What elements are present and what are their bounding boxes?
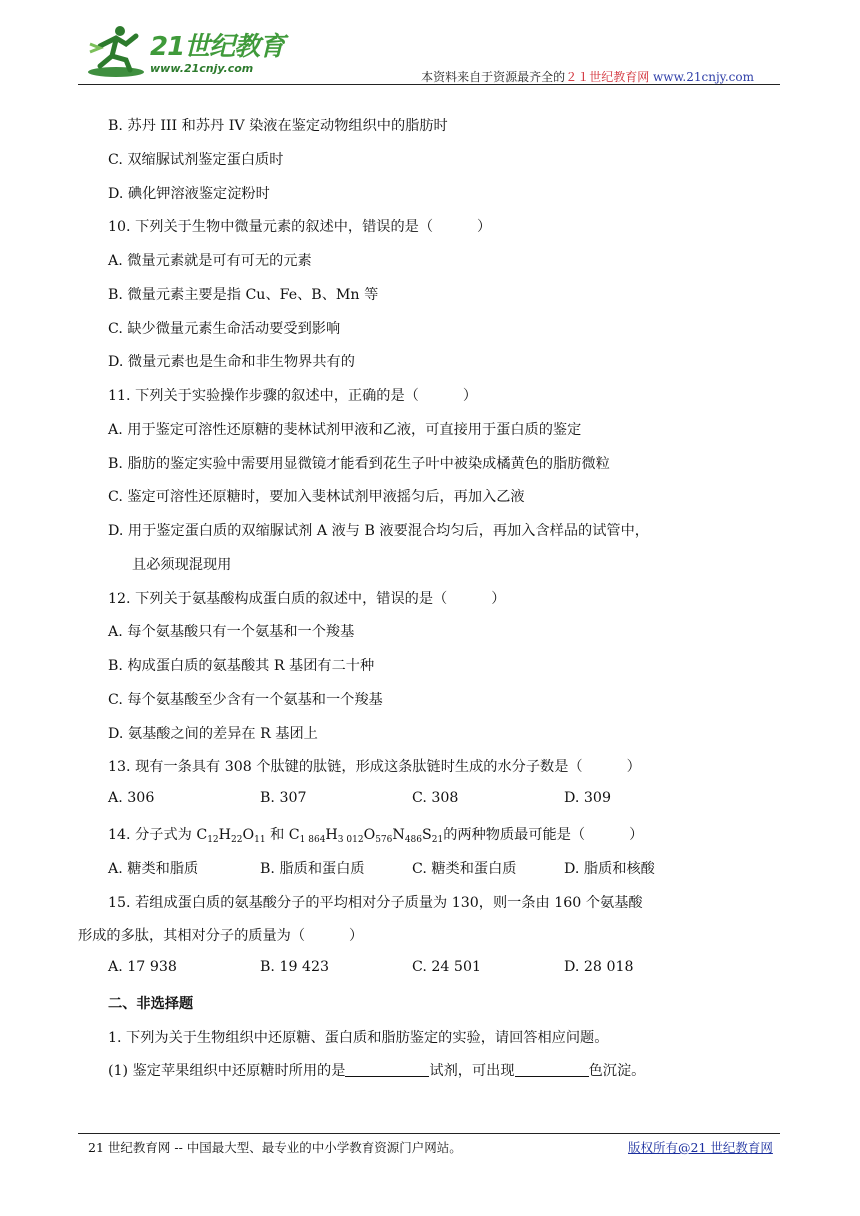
- q10-option-c: C. 缺少微量元素生命活动要受到影响: [108, 321, 341, 337]
- page-header: [78, 22, 780, 84]
- question-15: 15. 若组成蛋白质的氨基酸分子的平均相对分子质量为 130，则一条由 160 个氨基酸: [108, 895, 643, 911]
- q11-option-a: A. 用于鉴定可溶性还原糖的斐林试剂甲液和乙液，可直接用于蛋白质的鉴定: [108, 422, 582, 438]
- footer-divider: [78, 1133, 780, 1134]
- answer-paren: ）: [629, 827, 644, 843]
- q15-option-c: C. 24 501: [412, 959, 482, 975]
- q12-option-b: B. 构成蛋白质的氨基酸其 R 基团有二十种: [108, 658, 375, 674]
- q13-option-b: B. 307: [260, 790, 307, 806]
- header-divider: [78, 84, 780, 85]
- footer-text: 21 世纪教育网 -- 中国最大型、最专业的中小学教育资源门户网站。: [88, 1140, 462, 1155]
- answer-paren: ）: [462, 388, 478, 404]
- answer-paren: ）: [349, 928, 364, 944]
- q15-option-a: A. 17 938: [108, 959, 177, 975]
- part-1-text-c: 色沉淀。: [588, 1063, 646, 1079]
- logo-text: 21世纪教育: [150, 32, 285, 62]
- q14-option-b: B. 脂质和蛋白质: [260, 861, 365, 877]
- logo-url: www.21cnjy.com: [150, 62, 254, 75]
- q15-options: [108, 959, 634, 975]
- answer-paren: ）: [477, 219, 492, 235]
- question-15-continued: [78, 925, 363, 945]
- q12-option-c: C. 每个氨基酸至少含有一个氨基和一个羧基: [108, 692, 383, 708]
- question-12: [108, 588, 505, 608]
- question-14-prefix: 14. 分子式为 C: [108, 827, 208, 843]
- question-13-text: 13. 现有一条具有 308 个肽键的肽链，形成这条肽链时生成的水分子数是（: [108, 759, 583, 775]
- q13-options: [108, 790, 611, 806]
- q11-option-d: D. 用于鉴定蛋白质的双缩脲试剂 A 液与 B 液要混合均匀后，再加入含样品的试管中，: [108, 523, 649, 539]
- section2-question-1-part-1: [108, 1060, 645, 1080]
- q10-option-b: B. 微量元素主要是指 Cu、Fe、B、Mn 等: [108, 287, 379, 303]
- question-12-text: 12. 下列关于氨基酸构成蛋白质的叙述中，错误的是（: [108, 591, 448, 607]
- q12-option-a: A. 每个氨基酸只有一个氨基和一个羧基: [108, 624, 355, 640]
- header-note-prefix: 本资料来自于资源最齐全的: [421, 70, 566, 84]
- question-10: [108, 216, 491, 236]
- q10-option-a: A. 微量元素就是可有可无的元素: [108, 253, 312, 269]
- question-13: [108, 756, 641, 776]
- q14-options: [108, 858, 655, 878]
- q11-option-d-continued: 且必须现混现用: [132, 557, 232, 573]
- site-logo[interactable]: [86, 22, 296, 82]
- question-15-text: 形成的多肽，其相对分子的质量为（: [78, 928, 306, 944]
- q9-option-b: B. 苏丹 III 和苏丹 IV 染液在鉴定动物组织中的脂肪时: [108, 118, 448, 134]
- question-14-text: 的两种物质最可能是（: [443, 827, 586, 843]
- part-1-text-a: (1) 鉴定苹果组织中还原糖时所用的是: [108, 1063, 346, 1079]
- answer-paren: ）: [491, 591, 506, 607]
- section2-question-1: 1. 下列为关于生物组织中还原糖、蛋白质和脂肪鉴定的实验，请回答相应问题。: [108, 1030, 609, 1046]
- q9-option-d: D. 碘化钾溶液鉴定淀粉时: [108, 186, 270, 202]
- reagent-blank[interactable]: [345, 1062, 429, 1077]
- q12-option-d: D. 氨基酸之间的差异在 R 基团上: [108, 726, 318, 742]
- header-url-link[interactable]: www.21cnjy.com: [653, 70, 754, 84]
- q9-option-c: C. 双缩脲试剂鉴定蛋白质时: [108, 152, 284, 168]
- q14-option-c: C. 糖类和蛋白质: [412, 861, 517, 877]
- runner-logo-icon: [86, 22, 146, 80]
- q14-option-d: D. 脂质和核酸: [564, 861, 655, 877]
- q14-option-a: A. 糖类和脂质: [108, 861, 199, 877]
- q13-option-c: C. 308: [412, 790, 459, 806]
- section-heading: 二、非选择题: [108, 996, 194, 1012]
- color-blank[interactable]: [515, 1062, 589, 1077]
- question-14: 14. 分子式为 $C_{12}H_{22}O_{11}$ 和 $C_{1 864}H_{3 012}O_{576}N_{486}S_{21}$的两种物质最可能是（ ）: [108, 827, 644, 845]
- q13-option-d: D. 309: [564, 790, 611, 806]
- q10-option-d: D. 微量元素也是生命和非生物界共有的: [108, 354, 355, 370]
- answer-paren: ）: [626, 759, 641, 775]
- header-note: [421, 68, 754, 85]
- q15-option-b: B. 19 423: [260, 959, 330, 975]
- question-11-text: 11. 下列关于实验操作步骤的叙述中，正确的是（: [108, 388, 419, 404]
- footer-copyright-link[interactable]: 版权所有@21 世纪教育网: [628, 1140, 773, 1155]
- q13-option-a: A. 306: [108, 790, 155, 806]
- part-1-text-b: 试剂，可出现: [429, 1063, 515, 1079]
- q11-option-c: C. 鉴定可溶性还原糖时，要加入斐林试剂甲液摇匀后，再加入乙液: [108, 489, 525, 505]
- q11-option-b: B. 脂肪的鉴定实验中需要用显微镜才能看到花生子叶中被染成橘黄色的脂肪微粒: [108, 456, 610, 472]
- question-10-text: 10. 下列关于生物中微量元素的叙述中，错误的是（: [108, 219, 434, 235]
- q15-option-d: D. 28 018: [564, 959, 634, 975]
- question-11: [108, 385, 477, 405]
- header-site-link[interactable]: ２１世纪教育网: [565, 70, 650, 84]
